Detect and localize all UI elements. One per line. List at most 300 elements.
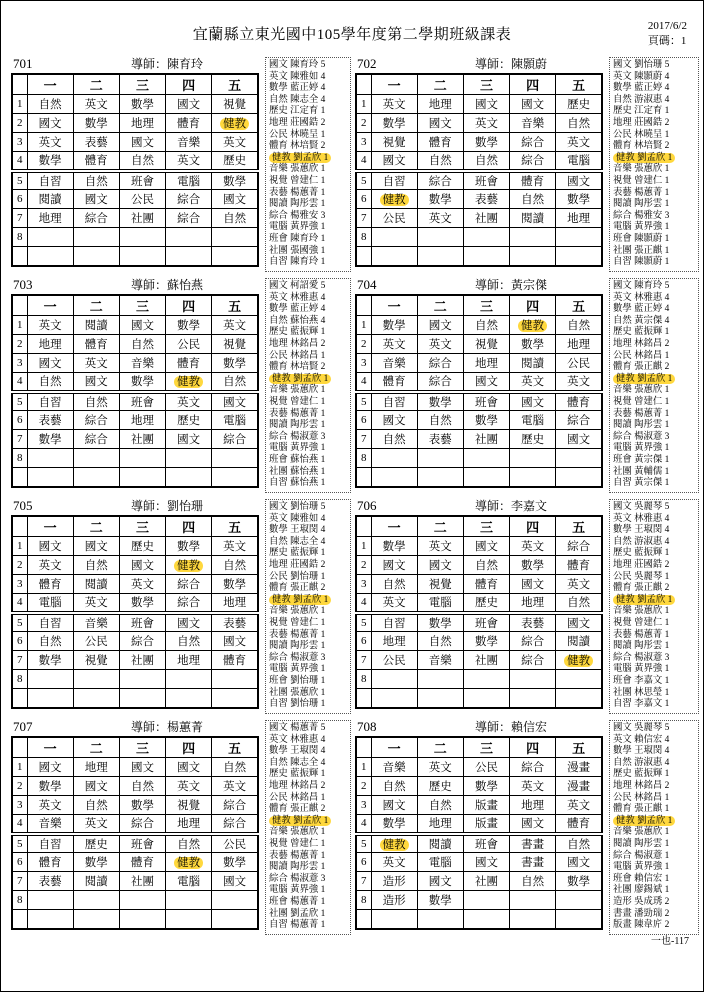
schedule-cell: 綜合 [510, 758, 556, 777]
schedule-cell [73, 670, 119, 689]
schedule-row [356, 209, 602, 228]
schedule-row [356, 613, 602, 632]
schedule-row [12, 316, 258, 335]
schedule-cell [371, 247, 417, 266]
period-number [356, 247, 371, 266]
staff-item: 國文 柯詔愛 5 [269, 281, 326, 291]
schedule-cell: 綜合 [510, 152, 556, 171]
highlighted-subject: 健教 [220, 118, 249, 130]
schedule-cell: 體育 [212, 651, 258, 670]
schedule-cell: 國文 [417, 114, 463, 133]
schedule-cell [166, 247, 212, 266]
period-number: 7 [12, 651, 27, 670]
day-header: 五 [212, 295, 258, 316]
schedule-cell: 國文 [119, 556, 165, 575]
staff-item: 自然 蘇怡燕 4 [269, 315, 326, 326]
period-number: 5 [356, 613, 371, 632]
class-block-header [11, 720, 261, 736]
day-header: 四 [510, 295, 556, 316]
schedule-cell [212, 468, 258, 487]
schedule-cell [463, 228, 509, 247]
period-number: 2 [12, 556, 27, 575]
schedule-row [12, 171, 258, 190]
staff-item: 英文 賴信宏 4 [613, 734, 670, 745]
schedule-cell: 自習 [27, 171, 73, 190]
schedule-cell [166, 689, 212, 708]
staff-item: 國文 楊蕙菁 5 [269, 723, 326, 733]
schedule-cell: 歷史 [417, 777, 463, 796]
schedule-cell [73, 228, 119, 247]
period-number: 7 [12, 209, 27, 228]
staff-item: 數學 藍正婷 4 [269, 83, 326, 94]
page-title: 宜蘭縣立東光國中105學年度第二學期班級課表 [192, 27, 512, 43]
schedule-cell: 英文 [27, 556, 73, 575]
schedule-cell: 英文 [27, 316, 73, 335]
schedule-cell: 地理 [27, 335, 73, 354]
schedule-cell [212, 228, 258, 247]
staff-item: 地理 林銘昌 2 [269, 338, 326, 349]
schedule-cell: 數學 [73, 853, 119, 872]
schedule-cell [556, 651, 602, 670]
staff-item: 數學 王琡閔 4 [269, 525, 326, 536]
corner-cell [12, 737, 27, 758]
schedule-cell: 英文 [212, 133, 258, 152]
schedule-cell: 自習 [27, 392, 73, 411]
period-number: 7 [356, 872, 371, 891]
staff-list [265, 57, 351, 272]
period-number: 2 [12, 335, 27, 354]
schedule-cell: 自然 [556, 594, 602, 613]
staff-item: 歷史 藍振輝 1 [613, 769, 670, 780]
day-header: 五 [212, 737, 258, 758]
schedule-cell [166, 373, 212, 392]
staff-item: 公民 林銘昌 1 [613, 350, 670, 361]
period-number: 8 [356, 670, 371, 689]
schedule-cell: 綜合 [510, 133, 556, 152]
schedule-cell: 音樂 [510, 114, 556, 133]
homeroom-teacher: 導師：陳育玲 [130, 57, 203, 71]
schedule-cell [371, 910, 417, 929]
staff-item: 自然 陳志全 4 [269, 94, 326, 105]
schedule-cell: 閱讀 [73, 316, 119, 335]
schedule-cell: 數學 [463, 411, 509, 430]
period-number [356, 468, 371, 487]
schedule-row [356, 430, 602, 449]
schedule-cell: 造形 [371, 872, 417, 891]
schedule-cell [212, 449, 258, 468]
schedule-cell: 國文 [371, 796, 417, 815]
schedule-cell: 閱讀 [73, 872, 119, 891]
schedule-cell: 電腦 [166, 872, 212, 891]
period-number: 7 [12, 872, 27, 891]
schedule-cell: 班會 [463, 171, 509, 190]
schedule-cell [371, 670, 417, 689]
schedule-cell [510, 247, 556, 266]
schedule-cell [463, 449, 509, 468]
schedule-cell: 公民 [371, 209, 417, 228]
staff-item: 公民 劉怡珊 1 [269, 571, 326, 582]
period-number: 4 [12, 152, 27, 171]
period-number: 6 [12, 411, 27, 430]
schedule-row [12, 152, 258, 171]
schedule-cell: 數學 [417, 613, 463, 632]
schedule-cell: 國文 [463, 537, 509, 556]
staff-item: 歷史 藍振輝 1 [269, 327, 326, 338]
staff-item: 公民 林銘昌 1 [269, 792, 326, 803]
schedule-cell: 電腦 [166, 171, 212, 190]
schedule-table [11, 736, 259, 930]
schedule-cell [556, 670, 602, 689]
schedule-cell [27, 247, 73, 266]
day-header: 一 [371, 74, 417, 95]
period-number: 2 [12, 114, 27, 133]
schedule-row [12, 209, 258, 228]
schedule-cell [463, 670, 509, 689]
schedule-cell [556, 228, 602, 247]
schedule-row [12, 670, 258, 689]
schedule-cell [119, 689, 165, 708]
staff-item: 自習 蘇怡燕 1 [269, 478, 326, 489]
schedule-cell: 國文 [73, 537, 119, 556]
schedule-cell: 表藝 [27, 872, 73, 891]
schedule-cell: 數學 [119, 373, 165, 392]
schedule-cell: 公民 [556, 354, 602, 373]
schedule-row [12, 796, 258, 815]
schedule-cell [119, 910, 165, 929]
schedule-cell: 英文 [73, 594, 119, 613]
staff-item: 閱讀 陶彤雲 1 [269, 420, 326, 431]
staff-item: 社團 廖錫斌 1 [613, 885, 670, 896]
staff-item: 自然 游淑惠 4 [613, 757, 670, 768]
staff-item: 視覺 曾建仁 1 [613, 175, 670, 186]
corner-cell [356, 295, 371, 316]
period-number: 5 [356, 834, 371, 853]
schedule-cell: 體育 [73, 335, 119, 354]
schedule-table [355, 73, 603, 267]
schedule-cell: 英文 [556, 796, 602, 815]
schedule-cell: 體育 [556, 815, 602, 834]
schedule-cell [212, 114, 258, 133]
class-block-704 [355, 276, 605, 495]
period-number: 4 [356, 373, 371, 392]
schedule-cell [556, 449, 602, 468]
highlighted-subject: 健教 [564, 655, 593, 667]
day-header: 四 [510, 74, 556, 95]
day-header: 五 [556, 516, 602, 537]
schedule-row [12, 114, 258, 133]
day-header: 二 [417, 295, 463, 316]
staff-item: 體育 張正麒 2 [613, 583, 670, 594]
schedule-row [356, 815, 602, 834]
schedule-cell: 地理 [556, 209, 602, 228]
staff-item: 英文 林雅惠 4 [269, 292, 326, 303]
schedule-cell: 國文 [371, 411, 417, 430]
schedule-cell: 國文 [27, 114, 73, 133]
schedule-cell: 視覺 [371, 133, 417, 152]
staff-item: 歷史 藍振輝 1 [613, 548, 670, 559]
schedule-cell: 國文 [166, 95, 212, 114]
schedule-cell: 電腦 [27, 594, 73, 613]
schedule-row [12, 777, 258, 796]
schedule-cell: 數學 [27, 777, 73, 796]
schedule-row [356, 411, 602, 430]
schedule-cell: 社團 [463, 651, 509, 670]
highlighted-staff: 健教 劉孟欣 1 [269, 374, 331, 384]
corner-cell [356, 737, 371, 758]
schedule-cell: 閱讀 [510, 209, 556, 228]
schedule-cell: 電腦 [417, 594, 463, 613]
staff-item: 社團 張正麒 1 [613, 245, 670, 256]
schedule-cell: 體育 [463, 575, 509, 594]
schedule-cell: 自然 [417, 632, 463, 651]
schedule-cell [463, 247, 509, 266]
period-number: 1 [12, 758, 27, 777]
schedule-cell: 國文 [510, 575, 556, 594]
schedule-cell: 英文 [166, 777, 212, 796]
schedule-cell [510, 449, 556, 468]
schedule-cell: 綜合 [73, 411, 119, 430]
homeroom-teacher: 導師：蘇怡燕 [130, 278, 203, 292]
staff-list [265, 720, 351, 935]
schedule-cell: 音樂 [119, 354, 165, 373]
schedule-cell: 音樂 [27, 815, 73, 834]
schedule-cell: 國文 [212, 872, 258, 891]
schedule-cell: 視覺 [212, 335, 258, 354]
schedule-row [356, 594, 602, 613]
schedule-cell: 歷史 [463, 594, 509, 613]
footer-code: 一也-117 [651, 936, 689, 947]
day-header: 一 [27, 295, 73, 316]
schedule-row [356, 556, 602, 575]
schedule-cell: 體育 [510, 171, 556, 190]
staff-item: 地理 莊國鋯 2 [613, 559, 670, 570]
schedule-cell: 自然 [73, 171, 119, 190]
staff-item: 英文 陳雅如 4 [269, 513, 326, 524]
class-block-705 [11, 497, 261, 716]
schedule-cell [510, 670, 556, 689]
class-block-701 [11, 55, 261, 274]
highlighted-subject: 健教 [518, 320, 547, 332]
schedule-cell [417, 228, 463, 247]
schedule-cell: 綜合 [73, 430, 119, 449]
day-header: 一 [27, 74, 73, 95]
schedule-cell: 歷史 [510, 430, 556, 449]
schedule-cell: 自然 [27, 373, 73, 392]
schedule-cell: 國文 [212, 190, 258, 209]
schedule-cell: 國文 [510, 815, 556, 834]
period-number: 5 [12, 392, 27, 411]
class-number: 702 [357, 56, 377, 71]
period-number: 3 [356, 796, 371, 815]
staff-item: 體育 張正麒 2 [269, 583, 326, 594]
schedule-cell: 數學 [510, 335, 556, 354]
schedule-cell: 體育 [27, 853, 73, 872]
schedule-cell [463, 468, 509, 487]
staff-item: 歷史 江定育 1 [613, 106, 670, 117]
schedule-cell: 視覺 [463, 335, 509, 354]
period-number: 2 [12, 777, 27, 796]
schedule-cell: 英文 [27, 133, 73, 152]
schedule-cell: 綜合 [166, 575, 212, 594]
schedule-cell: 自然 [212, 758, 258, 777]
schedule-cell: 自然 [212, 209, 258, 228]
schedule-cell: 國文 [212, 392, 258, 411]
schedule-cell: 自然 [417, 796, 463, 815]
staff-item: 體育 張正麒 1 [613, 804, 670, 815]
schedule-cell [27, 228, 73, 247]
schedule-cell: 公民 [119, 190, 165, 209]
staff-item: 自習 陳育玲 1 [269, 257, 326, 268]
staff-item: 閱讀 陶彤雲 1 [613, 420, 670, 431]
highlighted-staff: 健教 劉孟欣 1 [613, 374, 675, 384]
staff-item: 班會 劉怡珊 1 [269, 675, 326, 686]
schedule-cell [166, 468, 212, 487]
staff-item: 表藝 楊蕙菁 1 [269, 850, 326, 861]
staff-item: 英文 陳雅如 4 [269, 71, 326, 82]
staff-item: 表藝 楊蕙菁 1 [269, 408, 326, 419]
staff-item: 班會 李嘉文 1 [613, 675, 670, 686]
day-header-row [12, 74, 258, 95]
schedule-cell: 數學 [417, 190, 463, 209]
staff-item: 自然 黃宗傑 4 [613, 315, 670, 326]
period-number [12, 247, 27, 266]
schedule-cell: 自習 [371, 392, 417, 411]
schedule-row [356, 796, 602, 815]
schedule-cell [510, 468, 556, 487]
schedule-cell: 音樂 [166, 133, 212, 152]
class-block-header [11, 499, 261, 515]
staff-item: 表藝 楊蕙菁 1 [613, 187, 670, 198]
staff-item: 地理 莊國鋯 2 [269, 117, 326, 128]
schedule-cell: 英文 [417, 537, 463, 556]
day-header: 一 [27, 737, 73, 758]
schedule-cell [417, 670, 463, 689]
staff-item: 社團 張國強 1 [269, 245, 326, 256]
schedule-row [12, 392, 258, 411]
schedule-cell: 班會 [463, 834, 509, 853]
schedule-cell: 地理 [119, 114, 165, 133]
period-number: 6 [356, 632, 371, 651]
staff-item: 英文 陳顥蔚 4 [613, 71, 670, 82]
schedule-cell: 地理 [166, 651, 212, 670]
schedule-cell: 英文 [212, 777, 258, 796]
schedule-cell: 表藝 [27, 411, 73, 430]
staff-item: 地理 林銘昌 2 [269, 780, 326, 791]
schedule-cell: 數學 [371, 114, 417, 133]
schedule-cell: 數學 [212, 853, 258, 872]
schedule-cell: 國文 [73, 777, 119, 796]
schedule-cell [73, 910, 119, 929]
schedule-cell [510, 228, 556, 247]
period-number: 8 [356, 891, 371, 910]
schedule-cell: 國文 [417, 556, 463, 575]
period-number: 3 [12, 575, 27, 594]
schedule-cell: 自然 [417, 152, 463, 171]
homeroom-teacher: 導師：陳顥蔚 [474, 57, 547, 71]
schedule-cell: 英文 [119, 575, 165, 594]
schedule-cell: 公民 [371, 651, 417, 670]
schedule-cell [73, 449, 119, 468]
staff-item: 音樂 張蕙欣 1 [613, 164, 670, 175]
period-number: 4 [356, 594, 371, 613]
staff-item: 班會 陳育玲 1 [269, 233, 326, 244]
schedule-cell: 綜合 [556, 411, 602, 430]
staff-item: 視覺 曾建仁 1 [269, 175, 326, 186]
schedule-row [12, 335, 258, 354]
staff-item: 公民 林曉呈 1 [269, 129, 326, 140]
schedule-row [356, 171, 602, 190]
staff-item: 書畫 潘勁瑞 2 [613, 908, 670, 919]
schedule-row [12, 891, 258, 910]
period-number: 8 [356, 228, 371, 247]
staff-item: 數學 王琡閔 4 [613, 746, 670, 757]
schedule-row [356, 335, 602, 354]
schedule-cell: 綜合 [212, 815, 258, 834]
staff-item: 視覺 曾建仁 1 [613, 617, 670, 628]
schedule-cell: 綜合 [212, 430, 258, 449]
schedule-cell: 自然 [27, 632, 73, 651]
staff-item: 電腦 黃界強 1 [613, 862, 670, 873]
class-block-702 [355, 55, 605, 274]
schedule-cell [73, 247, 119, 266]
staff-item: 閱讀 陶彤雲 1 [613, 641, 670, 652]
schedule-table [355, 736, 603, 930]
schedule-cell [417, 247, 463, 266]
highlighted-staff: 健教 劉孟欣 1 [613, 595, 675, 605]
day-header: 三 [119, 516, 165, 537]
day-header: 一 [371, 295, 417, 316]
staff-item: 歷史 藍振輝 1 [269, 769, 326, 780]
schedule-cell: 班會 [119, 392, 165, 411]
homeroom-teacher: 導師：李嘉文 [474, 499, 547, 513]
staff-item: 社團 黃輔儒 1 [613, 466, 670, 477]
schedule-cell: 國文 [371, 152, 417, 171]
schedule-row [12, 556, 258, 575]
schedule-cell [417, 689, 463, 708]
schedule-cell [510, 891, 556, 910]
staff-item: 地理 林銘昌 2 [613, 780, 670, 791]
schedule-cell: 數學 [119, 594, 165, 613]
staff-item: 電腦 黃界強 1 [269, 443, 326, 454]
staff-item: 表藝 楊蕙菁 1 [613, 629, 670, 640]
staff-item: 國文 劉怡珊 5 [269, 502, 326, 512]
schedule-cell: 歷史 [556, 95, 602, 114]
period-number: 4 [12, 373, 27, 392]
schedule-cell: 書畫 [510, 853, 556, 872]
schedule-row [356, 316, 602, 335]
class-block-header [355, 57, 605, 73]
staff-item: 歷史 江定育 1 [269, 106, 326, 117]
schedule-cell: 自習 [371, 613, 417, 632]
schedule-cell: 自習 [27, 613, 73, 632]
schedule-cell [27, 689, 73, 708]
schedule-cell: 英文 [27, 796, 73, 815]
schedule-cell [371, 190, 417, 209]
staff-item: 閱讀 陶彤雲 1 [613, 199, 670, 210]
schedule-cell: 自然 [119, 152, 165, 171]
schedule-cell: 國文 [556, 613, 602, 632]
schedule-cell: 自然 [371, 430, 417, 449]
class-number: 707 [13, 719, 33, 734]
class-number: 703 [13, 277, 33, 292]
schedule-row [12, 853, 258, 872]
highlighted-staff: 健教 劉孟欣 1 [613, 153, 675, 163]
schedule-row [356, 891, 602, 910]
schedule-cell: 自然 [556, 316, 602, 335]
schedule-row [12, 651, 258, 670]
schedule-cell: 自然 [463, 152, 509, 171]
schedule-cell: 國文 [119, 758, 165, 777]
